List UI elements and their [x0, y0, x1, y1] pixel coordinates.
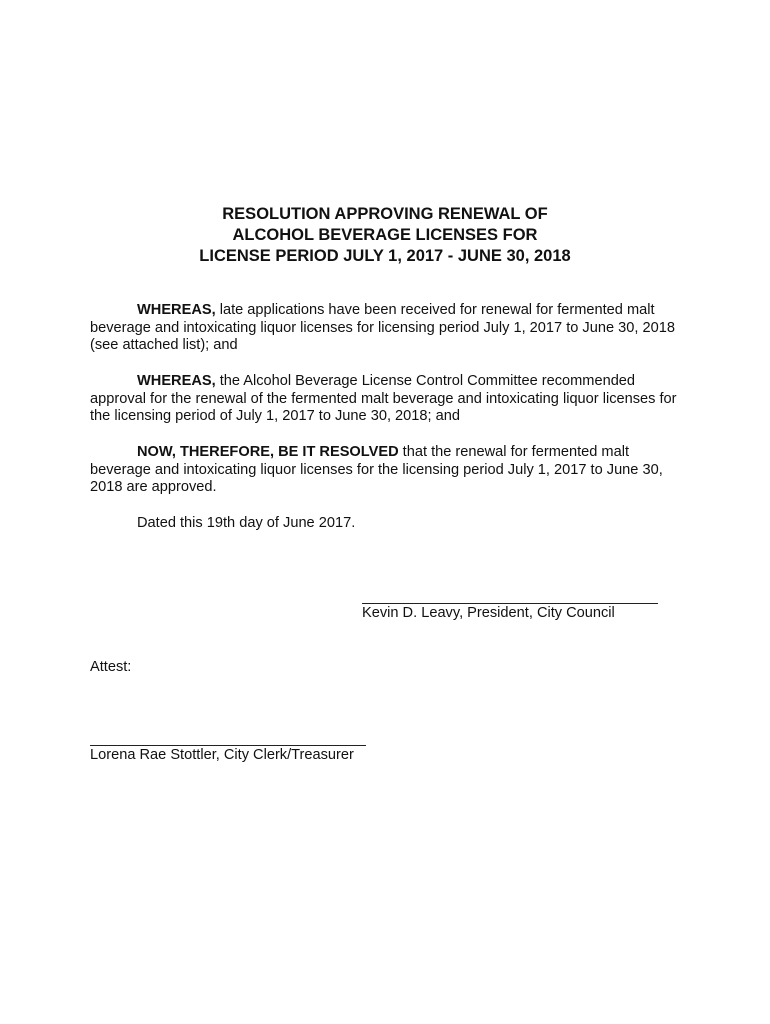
title-line: ALCOHOL BEVERAGE LICENSES FOR [232, 226, 538, 244]
whereas-paragraph-2 [90, 373, 680, 426]
resolved-paragraph [90, 444, 680, 497]
document-title [0, 204, 770, 267]
attest-label: Attest: [90, 659, 132, 675]
title-line: RESOLUTION APPROVING RENEWAL OF [222, 205, 548, 223]
president-signature-name: Kevin D. Leavy, President, City Council [362, 605, 615, 621]
clerk-signature-name: Lorena Rae Stottler, City Clerk/Treasurer [90, 747, 354, 763]
paragraph-text: that the renewal for fermented malt beverage and intoxicating liquor licenses for the licensing period July 1, 2017 to June 30, 2018 are approved. [90, 444, 663, 495]
title-line: LICENSE PERIOD JULY 1, 2017 - JUNE 30, 2018 [199, 247, 571, 265]
paragraph-lead: NOW, THEREFORE, BE IT RESOLVED [137, 444, 399, 460]
clerk-signature-line [90, 745, 366, 746]
dated-line: Dated this 19th day of June 2017. [137, 515, 356, 531]
president-signature-line [362, 603, 658, 604]
paragraph-text: late applications have been received for renewal for fermented malt beverage and intoxicating liquor licenses for licensing period July 1, 2017 to June 30, 2018 (see attached list); and [90, 302, 675, 353]
paragraph-lead: WHEREAS, [137, 373, 216, 389]
whereas-paragraph-1 [90, 302, 680, 355]
paragraph-text: the Alcohol Beverage License Control Committee recommended approval for the renewal of the fermented malt beverage and intoxicating liquor licenses for the licensing period of July 1, 2017 to June 30, 2018; and [90, 373, 677, 424]
paragraph-lead: WHEREAS, [137, 302, 216, 318]
